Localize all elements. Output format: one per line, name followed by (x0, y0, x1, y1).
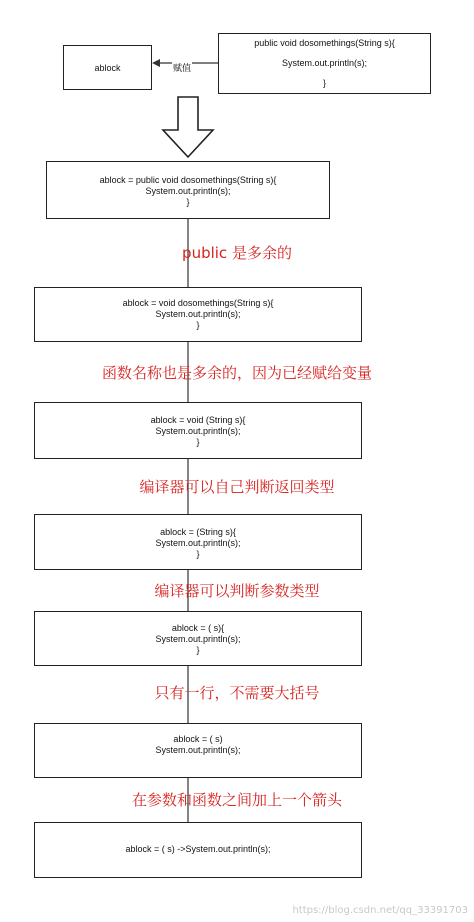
ablock-variable-box (63, 45, 152, 90)
assign-arrow-head (152, 59, 160, 67)
code-line: ablock = ( s) ->System.out.println(s); (125, 844, 271, 854)
code-line: } (196, 645, 200, 655)
code-line: ablock = ( s) (173, 734, 223, 744)
caption-4: 编译器可以判断参数类型 (154, 582, 320, 600)
step-box-7 (34, 822, 362, 878)
code-line: } (196, 320, 200, 330)
caption-6: 在参数和函数之间加上一个箭头 (131, 791, 342, 809)
method-line: System.out.println(s); (281, 58, 368, 68)
code-line: System.out.println(s); (155, 634, 241, 644)
step-box-5 (34, 611, 362, 666)
caption-1: public 是多余的 (182, 244, 292, 262)
code-line: ablock = void dosomethings(String s){ (122, 298, 274, 308)
assign-label: 赋值 (173, 63, 192, 73)
code-line: System.out.println(s); (155, 309, 241, 319)
step-box-2 (34, 287, 362, 342)
code-line: ablock = ( s){ (171, 623, 225, 633)
ablock-label: ablock (94, 63, 121, 73)
caption-2: 函数名称也是多余的，因为已经赋给变量 (101, 364, 372, 382)
code-line: ablock = public void dosomethings(String s){ (99, 175, 277, 185)
code-line: } (196, 549, 200, 559)
big-down-arrow (163, 97, 213, 157)
caption-3: 编译器可以自己判断返回类型 (139, 478, 335, 496)
code-line: } (196, 437, 200, 447)
caption-5: 只有一行，不需要大括号 (154, 684, 320, 702)
step-box-6 (34, 723, 362, 778)
code-line: System.out.println(s); (155, 745, 241, 755)
method-definition-box (218, 33, 431, 94)
code-line: ablock = (String s){ (160, 527, 236, 537)
method-line: } (322, 78, 326, 88)
step-box-3 (34, 402, 362, 459)
code-line: System.out.println(s); (155, 538, 241, 548)
step-box-1 (46, 161, 330, 219)
code-line: ablock = void (String s){ (150, 415, 246, 425)
watermark-url: https://blog.csdn.net/qq_33391703 (292, 905, 468, 916)
code-line: System.out.println(s); (155, 426, 241, 436)
code-line: System.out.println(s); (145, 186, 231, 196)
method-line: public void dosomethings(String s){ (254, 38, 395, 48)
code-line: } (186, 197, 190, 207)
step-box-4 (34, 514, 362, 570)
